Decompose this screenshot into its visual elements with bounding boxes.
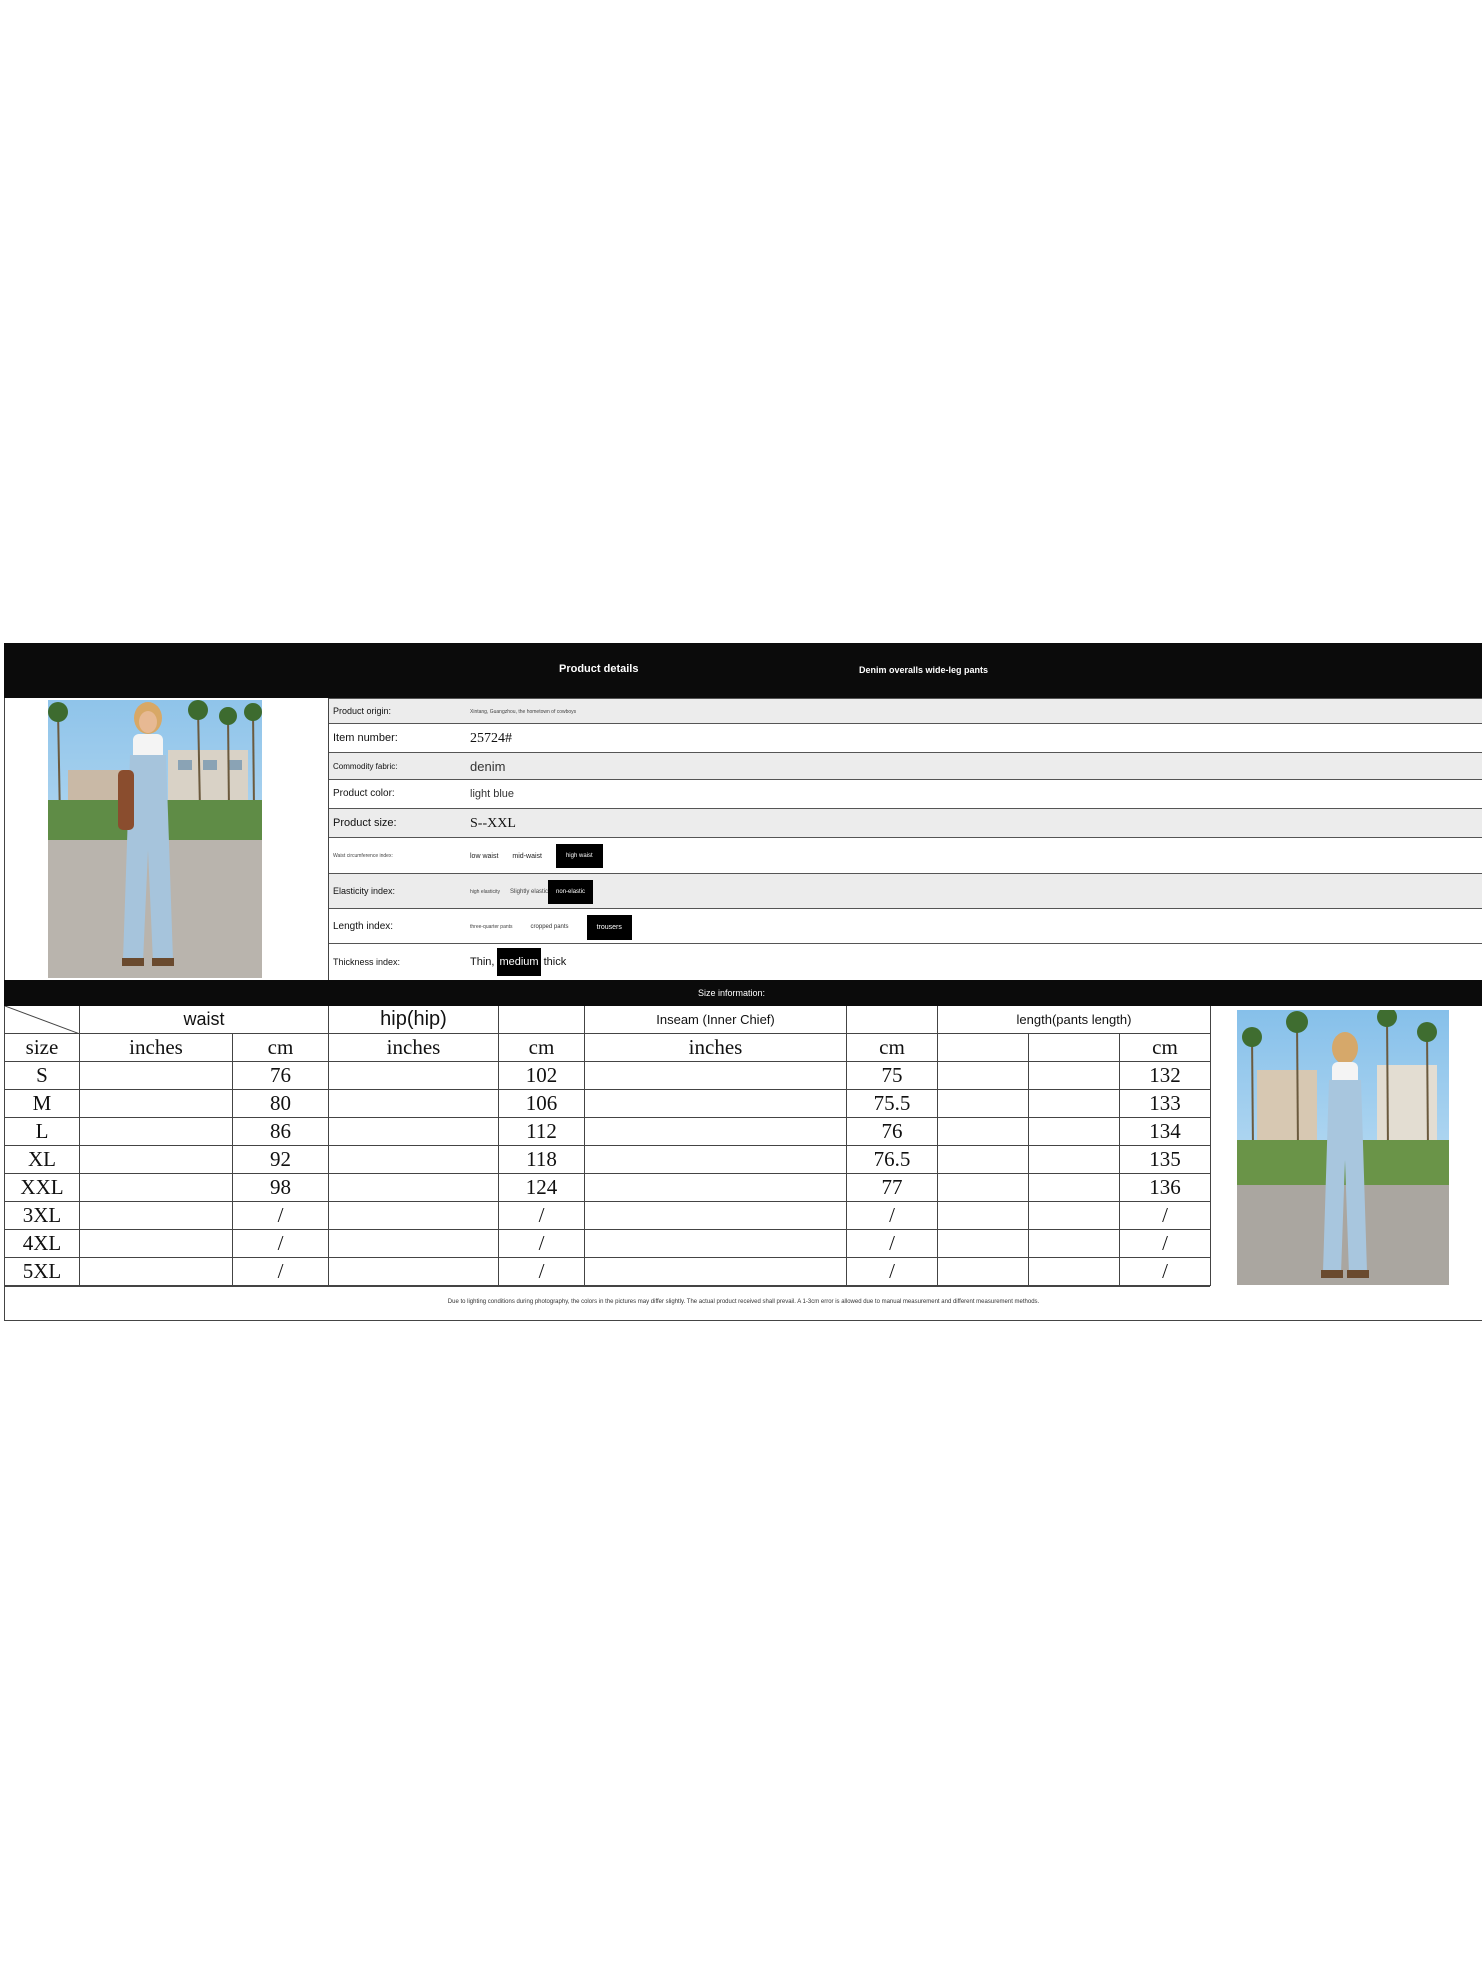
size-cell-inseam-cm: 75 <box>847 1062 938 1090</box>
item-number-value: 25724# <box>470 731 512 746</box>
size-cell-empty <box>80 1230 233 1258</box>
size-cell-waist-cm: / <box>233 1202 329 1230</box>
inseam-group-header: Inseam (Inner Chief) <box>585 1006 847 1034</box>
size-cell-size: 5XL <box>5 1258 80 1286</box>
size-cell-length-cm: / <box>1120 1258 1211 1286</box>
size-cell-empty <box>80 1146 233 1174</box>
size-cell-empty <box>585 1174 847 1202</box>
details-title: Product details <box>559 663 639 675</box>
size-cell-hip-cm: / <box>499 1230 585 1258</box>
size-cell-size: M <box>5 1090 80 1118</box>
detail-row-size <box>329 808 1482 837</box>
size-cell-empty <box>585 1230 847 1258</box>
size-cell-empty <box>80 1118 233 1146</box>
size-cell-size: 4XL <box>5 1230 80 1258</box>
size-cell-empty <box>938 1062 1029 1090</box>
length-index-label: Length index: <box>333 921 394 932</box>
length-option-three-quarter: three-quarter pants <box>470 924 513 930</box>
size-cell-waist-cm: 80 <box>233 1090 329 1118</box>
size-cell-hip-cm: 124 <box>499 1174 585 1202</box>
size-cell-empty <box>329 1090 499 1118</box>
origin-value: Xintang, Guangzhou, the hometown of cowboys <box>470 709 577 715</box>
size-cell-size: XXL <box>5 1174 80 1202</box>
size-cell-empty <box>938 1258 1029 1286</box>
size-cell-empty <box>585 1202 847 1230</box>
size-cell-empty <box>585 1062 847 1090</box>
size-cell-size: 3XL <box>5 1202 80 1230</box>
size-cell-empty <box>329 1202 499 1230</box>
detail-row-waist-index <box>329 837 1482 873</box>
length-option-trousers-selected: trousers <box>587 915 632 940</box>
size-info-bar <box>4 980 1482 1006</box>
hip-group-header: hip(hip) <box>329 1006 499 1034</box>
product-details-table <box>328 698 1482 980</box>
disclaimer-note: Due to lighting conditions during photography, the colors in the pictures may differ slightly. The actual product received shall prevail. A 1-3cm error is allowed due to manual measurement and different measurement methods. <box>4 1287 1482 1321</box>
size-cell-hip-cm: / <box>499 1202 585 1230</box>
product-sheet <box>4 643 1482 1322</box>
inseam-cm-header: cm <box>847 1034 938 1062</box>
size-cell-waist-cm: 92 <box>233 1146 329 1174</box>
size-col-header: size <box>5 1034 80 1062</box>
size-cell-empty <box>585 1258 847 1286</box>
thickness-option-thin: Thin, <box>470 956 495 968</box>
size-cell-inseam-cm: / <box>847 1202 938 1230</box>
size-cell-empty <box>329 1174 499 1202</box>
diagonal-divider <box>5 1006 80 1034</box>
size-chart-table <box>4 1006 1210 1287</box>
hip-inches-header: inches <box>329 1034 499 1062</box>
detail-row-fabric <box>329 752 1482 779</box>
size-cell-empty <box>938 1174 1029 1202</box>
size-cell-waist-cm: 98 <box>233 1174 329 1202</box>
waist-option-low: low waist <box>470 852 499 860</box>
size-cell-size: S <box>5 1062 80 1090</box>
origin-label: Product origin: <box>333 706 392 716</box>
elasticity-option-none-selected: non-elastic <box>548 880 593 904</box>
length-blank-header-2 <box>1029 1034 1120 1062</box>
size-cell-length-cm: 135 <box>1120 1146 1211 1174</box>
hip-group-spacer <box>499 1006 585 1034</box>
size-cell-length-cm: 134 <box>1120 1118 1211 1146</box>
size-cell-inseam-cm: 76 <box>847 1118 938 1146</box>
size-cell-empty <box>329 1258 499 1286</box>
size-cell-empty <box>80 1258 233 1286</box>
size-cell-waist-cm: / <box>233 1230 329 1258</box>
size-value: S--XXL <box>470 816 516 831</box>
item-number-label: Item number: <box>333 732 398 744</box>
size-cell-size: XL <box>5 1146 80 1174</box>
inseam-inches-header: inches <box>585 1034 847 1062</box>
detail-row-color <box>329 779 1482 808</box>
size-cell-empty <box>938 1118 1029 1146</box>
hip-cm-header: cm <box>499 1034 585 1062</box>
size-cell-empty <box>1029 1230 1120 1258</box>
size-cell-empty <box>585 1118 847 1146</box>
size-cell-empty <box>1029 1062 1120 1090</box>
length-cm-header: cm <box>1120 1034 1211 1062</box>
thickness-option-medium-selected: medium <box>497 948 540 976</box>
size-cell-hip-cm: 112 <box>499 1118 585 1146</box>
size-cell-empty <box>938 1202 1029 1230</box>
size-cell-empty <box>938 1090 1029 1118</box>
detail-row-length-index <box>329 908 1482 943</box>
length-group-header: length(pants length) <box>938 1006 1211 1034</box>
size-cell-empty <box>585 1090 847 1118</box>
size-cell-size: L <box>5 1118 80 1146</box>
size-cell-hip-cm: 102 <box>499 1062 585 1090</box>
size-cell-empty <box>80 1174 233 1202</box>
thickness-label: Thickness index: <box>333 957 401 967</box>
waist-option-high-selected: high waist <box>556 844 603 868</box>
inseam-group-spacer <box>847 1006 938 1034</box>
length-blank-header-1 <box>938 1034 1029 1062</box>
elasticity-option-high: high elasticity <box>470 889 501 895</box>
size-cell-length-cm: 136 <box>1120 1174 1211 1202</box>
size-cell-hip-cm: / <box>499 1258 585 1286</box>
elasticity-label: Elasticity index: <box>333 886 396 896</box>
waist-group-header: waist <box>80 1006 329 1034</box>
length-option-cropped: cropped pants <box>530 924 569 930</box>
elasticity-option-slight: Slightly elastic <box>510 889 549 895</box>
model-photo-right-image <box>1237 1010 1449 1285</box>
size-cell-length-cm: / <box>1120 1202 1211 1230</box>
size-cell-empty <box>80 1062 233 1090</box>
size-cell-waist-cm: 76 <box>233 1062 329 1090</box>
detail-row-item-number <box>329 723 1482 752</box>
size-cell-empty <box>1029 1258 1120 1286</box>
size-cell-empty <box>329 1062 499 1090</box>
size-cell-inseam-cm: / <box>847 1230 938 1258</box>
size-label: Product size: <box>333 817 397 829</box>
size-cell-empty <box>80 1090 233 1118</box>
size-cell-empty <box>1029 1202 1120 1230</box>
size-cell-empty <box>329 1230 499 1258</box>
waist-inches-header: inches <box>80 1034 233 1062</box>
size-cell-hip-cm: 118 <box>499 1146 585 1174</box>
size-cell-empty <box>938 1230 1029 1258</box>
size-cell-empty <box>80 1202 233 1230</box>
size-cell-inseam-cm: 76.5 <box>847 1146 938 1174</box>
size-cell-length-cm: 132 <box>1120 1062 1211 1090</box>
size-cell-empty <box>1029 1146 1120 1174</box>
size-cell-empty <box>585 1146 847 1174</box>
size-cell-length-cm: / <box>1120 1230 1211 1258</box>
size-cell-hip-cm: 106 <box>499 1090 585 1118</box>
waist-index-label: Waist circumference index: <box>333 853 393 859</box>
size-cell-empty <box>1029 1174 1120 1202</box>
waist-option-mid: mid-waist <box>512 852 542 860</box>
size-cell-empty <box>938 1146 1029 1174</box>
model-photo-right <box>1237 1010 1449 1285</box>
details-header-bar <box>4 643 1482 698</box>
detail-row-elasticity-index <box>329 873 1482 908</box>
corner-cell <box>5 1006 80 1034</box>
model-photo-image <box>48 700 262 978</box>
size-cell-empty <box>329 1118 499 1146</box>
size-cell-empty <box>1029 1118 1120 1146</box>
model-photo-left <box>4 698 328 980</box>
size-cell-empty <box>329 1146 499 1174</box>
size-cell-empty <box>1029 1090 1120 1118</box>
detail-row-thickness-index <box>329 943 1482 980</box>
size-cell-waist-cm: / <box>233 1258 329 1286</box>
color-value: light blue <box>470 788 515 800</box>
size-cell-inseam-cm: / <box>847 1258 938 1286</box>
size-cell-length-cm: 133 <box>1120 1090 1211 1118</box>
fabric-label: Commodity fabric: <box>333 762 398 771</box>
size-cell-waist-cm: 86 <box>233 1118 329 1146</box>
detail-row-origin <box>329 698 1482 723</box>
thickness-option-thick: thick <box>543 956 567 968</box>
product-name: Denim overalls wide-leg pants <box>859 665 989 675</box>
fabric-value: denim <box>470 759 506 774</box>
color-label: Product color: <box>333 788 395 799</box>
size-cell-inseam-cm: 75.5 <box>847 1090 938 1118</box>
size-info-title: Size information: <box>698 988 766 998</box>
waist-cm-header: cm <box>233 1034 329 1062</box>
size-cell-inseam-cm: 77 <box>847 1174 938 1202</box>
